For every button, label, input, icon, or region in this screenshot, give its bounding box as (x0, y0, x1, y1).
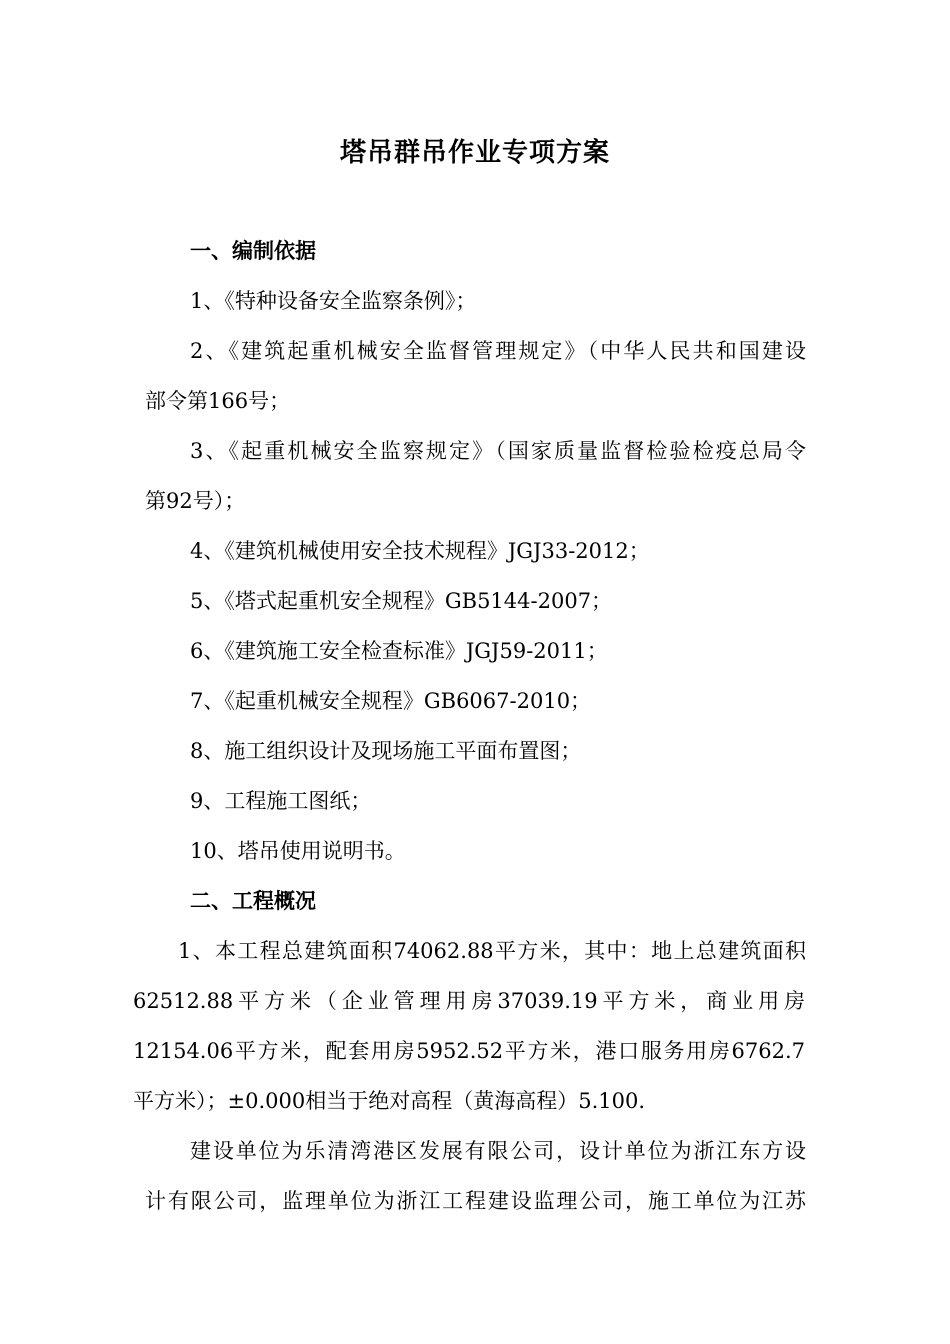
document-title: 塔吊群吊作业专项方案 (339, 138, 610, 168)
overview-line-5: 建设单位为乐清湾港区发展有限公司，设计单位为浙江东方设 (190, 1139, 806, 1163)
section-heading-basis: 一、编制依据 (190, 239, 316, 263)
basis-item-3: 3、《起重机械安全监察规定》（国家质量监督检验检疫总局令 (190, 439, 806, 463)
basis-item-8: 8、施工组织设计及现场施工平面布置图； (190, 739, 582, 763)
basis-item-4: 4、《建筑机械使用安全技术规程》JGJ33-2012； (190, 539, 650, 563)
overview-line-3: 12154.06平方米，配套用房5952.52平方米，港口服务用房6762.7 (133, 1039, 805, 1063)
overview-line-4: 平方米）；±0.000相当于绝对高程（黄海高程）5.100. (133, 1089, 646, 1113)
overview-line-1: 1、本工程总建筑面积74062.88平方米，其中：地上总建筑面积 (178, 939, 806, 963)
basis-item-2-cont: 部令第166号； (145, 389, 291, 413)
basis-item-3-cont: 第92号）； (145, 489, 246, 513)
basis-item-9: 9、工程施工图纸； (190, 789, 372, 813)
section-heading-overview: 二、工程概况 (190, 889, 316, 913)
basis-item-1: 1、《特种设备安全监察条例》； (190, 289, 477, 313)
overview-line-2: 62512.88平方米（企业管理用房37039.19平方米，商业用房 (133, 989, 805, 1013)
basis-item-10: 10、塔吊使用说明书。 (190, 839, 406, 863)
basis-item-2: 2、《建筑起重机械安全监督管理规定》（中华人民共和国建设 (190, 339, 806, 363)
basis-item-6: 6、《建筑施工安全检查标准》JGJ59-2011； (190, 639, 608, 663)
overview-line-6: 计有限公司，监理单位为浙江工程建设监理公司，施工单位为江苏 (145, 1189, 806, 1213)
basis-item-5: 5、《塔式起重机安全规程》GB5144-2007； (190, 589, 613, 613)
basis-item-7: 7、《起重机械安全规程》GB6067-2010； (190, 689, 592, 713)
